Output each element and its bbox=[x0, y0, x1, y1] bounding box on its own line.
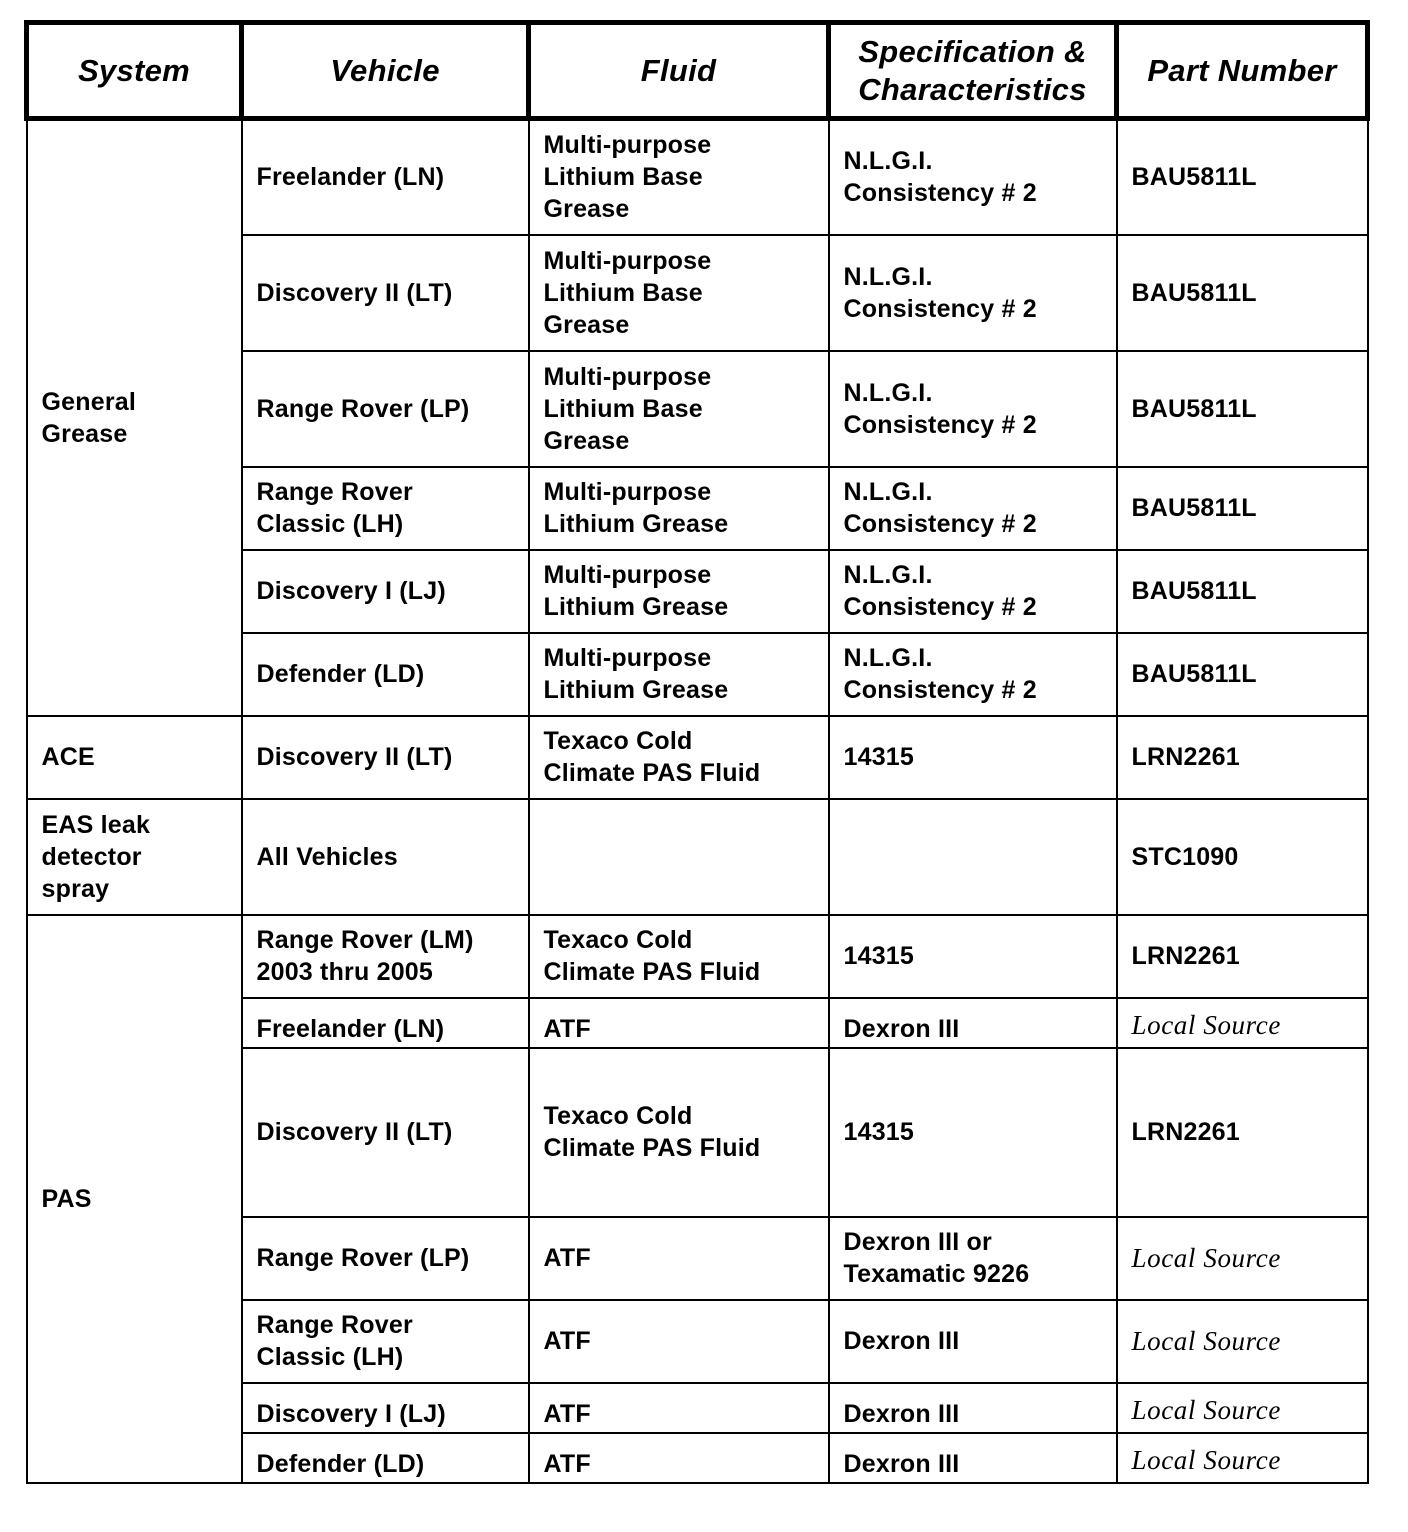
vehicle-cell: Range Rover (LP) bbox=[242, 1217, 529, 1300]
vehicle-cell: Range Rover Classic (LH) bbox=[242, 467, 529, 550]
spec-cell: N.L.G.I. Consistency # 2 bbox=[829, 235, 1117, 351]
spec-cell: Dexron III bbox=[829, 1383, 1117, 1433]
table-row bbox=[27, 915, 1368, 998]
fluid-cell: Texaco Cold Climate PAS Fluid bbox=[529, 915, 829, 998]
part-number-cell: Local Source bbox=[1117, 998, 1368, 1048]
table-row bbox=[27, 799, 1368, 915]
fluid-cell bbox=[529, 799, 829, 915]
spec-cell: N.L.G.I. Consistency # 2 bbox=[829, 119, 1117, 235]
fluid-cell: ATF bbox=[529, 1383, 829, 1433]
vehicle-cell: Discovery II (LT) bbox=[242, 716, 529, 799]
header-vehicle: Vehicle bbox=[242, 23, 529, 119]
vehicle-cell: Range Rover (LM) 2003 thru 2005 bbox=[242, 915, 529, 998]
spec-cell: N.L.G.I. Consistency # 2 bbox=[829, 550, 1117, 633]
spec-cell: 14315 bbox=[829, 716, 1117, 799]
fluid-cell: Multi-purpose Lithium Grease bbox=[529, 467, 829, 550]
part-number-cell: BAU5811L bbox=[1117, 119, 1368, 235]
vehicle-cell: Defender (LD) bbox=[242, 1433, 529, 1483]
spec-cell: 14315 bbox=[829, 915, 1117, 998]
spec-cell: 14315 bbox=[829, 1048, 1117, 1217]
spec-cell bbox=[829, 799, 1117, 915]
header-fluid: Fluid bbox=[529, 23, 829, 119]
header-system: System bbox=[27, 23, 242, 119]
vehicle-cell: All Vehicles bbox=[242, 799, 529, 915]
spec-cell: N.L.G.I. Consistency # 2 bbox=[829, 351, 1117, 467]
table-row bbox=[27, 119, 1368, 235]
vehicle-cell: Discovery II (LT) bbox=[242, 1048, 529, 1217]
part-number-cell: LRN2261 bbox=[1117, 716, 1368, 799]
part-number-cell: BAU5811L bbox=[1117, 467, 1368, 550]
fluid-cell: Texaco Cold Climate PAS Fluid bbox=[529, 1048, 829, 1217]
lubricants-table-container bbox=[24, 20, 1370, 1484]
part-number-cell: LRN2261 bbox=[1117, 915, 1368, 998]
table-body bbox=[27, 119, 1368, 1483]
fluid-cell: ATF bbox=[529, 1217, 829, 1300]
vehicle-cell: Range Rover Classic (LH) bbox=[242, 1300, 529, 1383]
table-row bbox=[27, 716, 1368, 799]
fluid-cell: ATF bbox=[529, 998, 829, 1048]
fluid-cell: ATF bbox=[529, 1433, 829, 1483]
table-header bbox=[27, 23, 1368, 119]
vehicle-cell: Range Rover (LP) bbox=[242, 351, 529, 467]
header-row bbox=[27, 23, 1368, 119]
part-number-cell: Local Source bbox=[1117, 1217, 1368, 1300]
system-cell: ACE bbox=[27, 716, 242, 799]
part-number-cell: BAU5811L bbox=[1117, 351, 1368, 467]
fluid-cell: Multi-purpose Lithium Base Grease bbox=[529, 119, 829, 235]
vehicle-cell: Discovery II (LT) bbox=[242, 235, 529, 351]
fluid-cell: Multi-purpose Lithium Grease bbox=[529, 550, 829, 633]
spec-cell: Dexron III bbox=[829, 998, 1117, 1048]
lubricants-table bbox=[24, 20, 1370, 1484]
part-number-cell: LRN2261 bbox=[1117, 1048, 1368, 1217]
system-cell: General Grease bbox=[27, 119, 242, 716]
fluid-cell: ATF bbox=[529, 1300, 829, 1383]
part-number-cell: BAU5811L bbox=[1117, 550, 1368, 633]
vehicle-cell: Discovery I (LJ) bbox=[242, 550, 529, 633]
header-part-number: Part Number bbox=[1117, 23, 1368, 119]
fluid-cell: Texaco Cold Climate PAS Fluid bbox=[529, 716, 829, 799]
header-spec: Specification & Characteristics bbox=[829, 23, 1117, 119]
fluid-cell: Multi-purpose Lithium Grease bbox=[529, 633, 829, 716]
part-number-cell: BAU5811L bbox=[1117, 235, 1368, 351]
spec-cell: Dexron III bbox=[829, 1433, 1117, 1483]
fluid-cell: Multi-purpose Lithium Base Grease bbox=[529, 351, 829, 467]
part-number-cell: Local Source bbox=[1117, 1433, 1368, 1483]
spec-cell: Dexron III or Texamatic 9226 bbox=[829, 1217, 1117, 1300]
vehicle-cell: Freelander (LN) bbox=[242, 998, 529, 1048]
vehicle-cell: Discovery I (LJ) bbox=[242, 1383, 529, 1433]
system-cell: EAS leak detector spray bbox=[27, 799, 242, 915]
system-cell: PAS bbox=[27, 915, 242, 1483]
spec-cell: Dexron III bbox=[829, 1300, 1117, 1383]
spec-cell: N.L.G.I. Consistency # 2 bbox=[829, 633, 1117, 716]
vehicle-cell: Freelander (LN) bbox=[242, 119, 529, 235]
part-number-cell: Local Source bbox=[1117, 1383, 1368, 1433]
vehicle-cell: Defender (LD) bbox=[242, 633, 529, 716]
spec-cell: N.L.G.I. Consistency # 2 bbox=[829, 467, 1117, 550]
part-number-cell: STC1090 bbox=[1117, 799, 1368, 915]
fluid-cell: Multi-purpose Lithium Base Grease bbox=[529, 235, 829, 351]
part-number-cell: Local Source bbox=[1117, 1300, 1368, 1383]
part-number-cell: BAU5811L bbox=[1117, 633, 1368, 716]
